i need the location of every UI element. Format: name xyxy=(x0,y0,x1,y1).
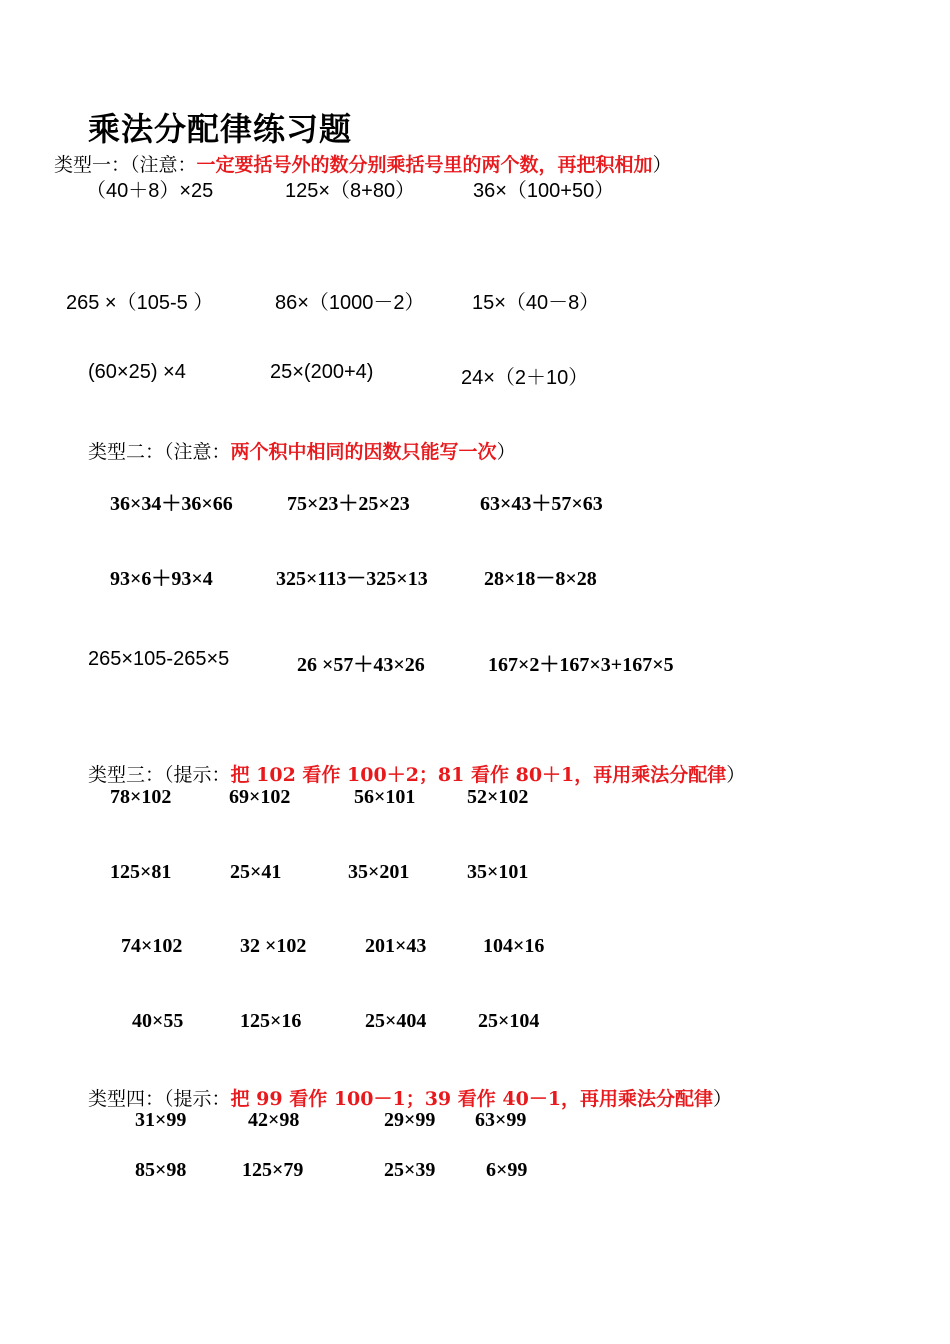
section-2-note-label: 注意： xyxy=(173,441,231,463)
section-2-note: 两个积中相同的因数只能写一次 xyxy=(230,441,497,463)
exercise-3-3-1: 74×102 xyxy=(121,935,183,957)
exercise-3-3-3: 201×43 xyxy=(365,935,427,957)
exercise-1-3-2: 25×(200+4) xyxy=(270,361,374,383)
section-3-header xyxy=(88,760,745,787)
exercise-3-4-4: 25×104 xyxy=(478,1010,540,1032)
exercise-4-1-2: 42×98 xyxy=(248,1109,300,1131)
exercise-2-2-1: 93×6＋93×4 xyxy=(110,568,213,590)
section-4-header xyxy=(88,1084,732,1111)
exercise-1-1-1: （40＋8）×25 xyxy=(86,180,214,202)
section-1-header xyxy=(54,150,672,177)
exercise-1-3-1: (60×25) ×4 xyxy=(88,361,186,383)
exercise-1-1-2: 125×（8+80） xyxy=(285,180,416,202)
section-4-label: 类型四： xyxy=(88,1088,165,1110)
exercise-3-2-4: 35×101 xyxy=(467,861,529,883)
exercise-1-2-1: 265 ×（105-5 ） xyxy=(66,292,214,314)
exercise-3-1-3: 56×101 xyxy=(354,786,416,808)
section-4-note-label: 提示： xyxy=(173,1088,231,1110)
exercise-4-2-4: 6×99 xyxy=(486,1159,528,1181)
section-2-header xyxy=(88,437,516,464)
exercise-1-3-3: 24×（2＋10） xyxy=(461,367,589,389)
section-1-note-label: 注意： xyxy=(139,154,197,176)
exercise-2-2-2: 325×113－325×13 xyxy=(276,568,428,590)
exercise-3-4-2: 125×16 xyxy=(240,1010,302,1032)
exercise-2-1-1: 36×34＋36×66 xyxy=(110,493,233,515)
open-paren: （ xyxy=(164,441,174,463)
exercise-2-1-3: 63×43＋57×63 xyxy=(480,493,603,515)
exercise-3-4-1: 40×55 xyxy=(132,1010,184,1032)
close-paren: ） xyxy=(726,764,746,786)
exercise-1-1-3: 36×（100+50） xyxy=(473,180,615,202)
section-1-note: 一定要括号外的数分别乘括号里的两个数，再把积相加 xyxy=(196,154,653,176)
exercise-4-1-3: 29×99 xyxy=(384,1109,436,1131)
exercise-3-1-4: 52×102 xyxy=(467,786,529,808)
exercise-2-1-2: 75×23＋25×23 xyxy=(287,493,410,515)
exercise-2-3-2: 26 ×57＋43×26 xyxy=(297,654,425,676)
section-4-note: 把 99 看作 100－1；39 看作 40－1，再用乘法分配律 xyxy=(230,1088,714,1110)
exercise-3-2-1: 125×81 xyxy=(110,861,172,883)
exercise-3-4-3: 25×404 xyxy=(365,1010,427,1032)
exercise-4-1-1: 31×99 xyxy=(135,1109,187,1131)
close-paren: ） xyxy=(496,441,516,463)
exercise-3-2-3: 35×201 xyxy=(348,861,410,883)
exercise-3-1-2: 69×102 xyxy=(229,786,291,808)
exercise-3-3-4: 104×16 xyxy=(483,935,545,957)
exercise-2-3-3: 167×2＋167×3+167×5 xyxy=(488,654,674,676)
exercise-4-1-4: 63×99 xyxy=(475,1109,527,1131)
close-paren: ） xyxy=(713,1088,733,1110)
exercise-1-2-2: 86×（1000－2） xyxy=(275,292,425,314)
section-1-label: 类型一： xyxy=(54,154,131,176)
exercise-3-1-1: 78×102 xyxy=(110,786,172,808)
exercise-2-3-1: 265×105-265×5 xyxy=(88,648,230,670)
page-title: 乘法分配律练习题 xyxy=(88,110,353,148)
close-paren: ） xyxy=(652,154,672,176)
open-paren: （ xyxy=(164,764,174,786)
section-3-note: 把 102 看作 100＋2；81 看作 80＋1，再用乘法分配律 xyxy=(230,764,727,786)
open-paren: （ xyxy=(164,1088,174,1110)
section-2-label: 类型二： xyxy=(88,441,165,463)
section-3-label: 类型三： xyxy=(88,764,165,786)
exercise-3-2-2: 25×41 xyxy=(230,861,282,883)
open-paren: （ xyxy=(130,154,140,176)
exercise-3-3-2: 32 ×102 xyxy=(240,935,307,957)
exercise-4-2-1: 85×98 xyxy=(135,1159,187,1181)
section-3-note-label: 提示： xyxy=(173,764,231,786)
exercise-4-2-2: 125×79 xyxy=(242,1159,304,1181)
exercise-4-2-3: 25×39 xyxy=(384,1159,436,1181)
exercise-2-2-3: 28×18－8×28 xyxy=(484,568,597,590)
exercise-1-2-3: 15×（40－8） xyxy=(472,292,600,314)
